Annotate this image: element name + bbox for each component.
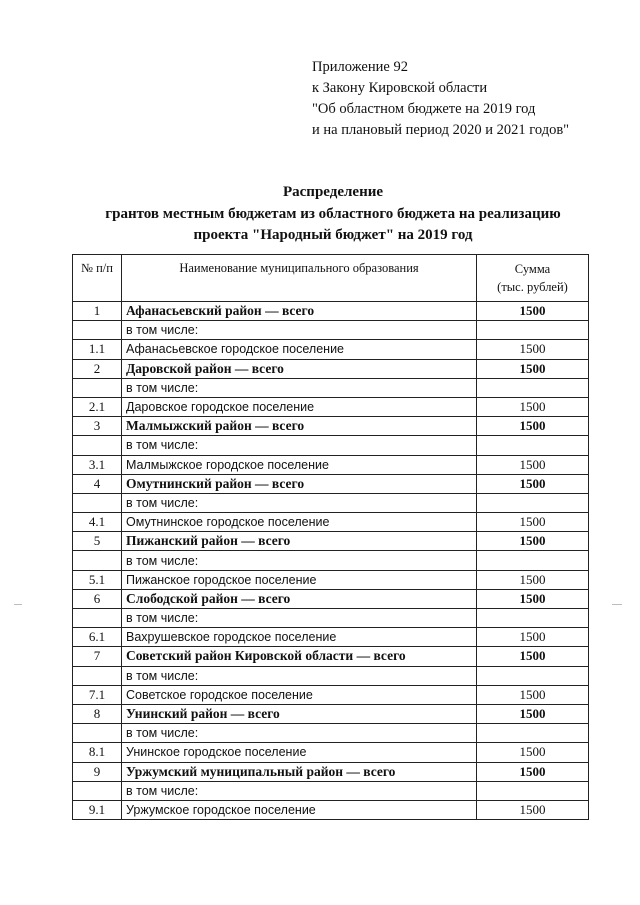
subheading-row (73, 378, 589, 397)
num-cell: 4 (73, 474, 122, 493)
name-cell: Малмыжский район — всего (122, 417, 477, 436)
name-cell: Уржумский муниципальный район — всего (122, 762, 477, 781)
num-cell: 2.1 (73, 397, 122, 416)
name-cell: Афанасьевское городское поселение (122, 340, 477, 359)
sum-cell: 1500 (477, 302, 589, 321)
appendix-note (312, 57, 569, 141)
name-cell: в том числе: (122, 724, 477, 743)
name-cell: Омутнинское городское поселение (122, 513, 477, 532)
title-line: проекта "Народный бюджет" на 2019 год (193, 227, 473, 243)
header-sum-line1: Сумма (514, 262, 551, 276)
num-cell (73, 551, 122, 570)
title-line: Распределение (282, 184, 384, 200)
sum-cell (477, 666, 589, 685)
header-sum-line2: (тыс. рублей) (497, 280, 568, 294)
num-cell (73, 321, 122, 340)
num-cell: 2 (73, 359, 122, 378)
sum-cell: 1500 (477, 570, 589, 589)
sum-cell: 1500 (477, 647, 589, 666)
document-title (0, 182, 640, 247)
appendix-line: "Об областном бюджете на 2019 год (312, 101, 536, 117)
grants-table (72, 254, 589, 820)
subheading-row (73, 724, 589, 743)
subheading-row (73, 609, 589, 628)
header-sum (477, 255, 589, 302)
district-row (73, 474, 589, 493)
num-cell: 3 (73, 417, 122, 436)
num-cell: 7.1 (73, 685, 122, 704)
num-cell (73, 724, 122, 743)
sum-cell: 1500 (477, 474, 589, 493)
name-cell: в том числе: (122, 436, 477, 455)
settlement-row (73, 743, 589, 762)
name-cell: Омутнинский район — всего (122, 474, 477, 493)
name-cell: в том числе: (122, 321, 477, 340)
name-cell: в том числе: (122, 493, 477, 512)
sum-cell (477, 321, 589, 340)
name-cell: Пижанское городское поселение (122, 570, 477, 589)
table-header-row (73, 255, 589, 302)
name-cell: Слободской район — всего (122, 589, 477, 608)
sum-cell: 1500 (477, 513, 589, 532)
sum-cell: 1500 (477, 762, 589, 781)
sum-cell: 1500 (477, 340, 589, 359)
name-cell: Вахрушевское городское поселение (122, 628, 477, 647)
settlement-row (73, 397, 589, 416)
district-row (73, 359, 589, 378)
settlement-row (73, 628, 589, 647)
sum-cell: 1500 (477, 685, 589, 704)
district-row (73, 302, 589, 321)
subheading-row (73, 781, 589, 800)
sum-cell: 1500 (477, 455, 589, 474)
district-row (73, 589, 589, 608)
subheading-row (73, 666, 589, 685)
header-num: № п/п (73, 255, 122, 302)
scan-mark (14, 604, 22, 605)
title-line: грантов местным бюджетам из областного бюджета на реализацию (105, 205, 561, 222)
num-cell (73, 781, 122, 800)
num-cell: 9.1 (73, 800, 122, 819)
appendix-line: и на плановый период 2020 и 2021 годов" (312, 122, 570, 138)
sum-cell (477, 378, 589, 397)
sum-cell (477, 493, 589, 512)
subheading-row (73, 493, 589, 512)
scan-mark (612, 604, 622, 605)
sum-cell (477, 551, 589, 570)
name-cell: Унинский район — всего (122, 704, 477, 723)
subheading-row (73, 551, 589, 570)
settlement-row (73, 340, 589, 359)
num-cell (73, 378, 122, 397)
num-cell (73, 436, 122, 455)
subheading-row (73, 321, 589, 340)
sum-cell: 1500 (477, 704, 589, 723)
district-row (73, 532, 589, 551)
name-cell: Советский район Кировской области — всего (122, 647, 477, 666)
num-cell: 7 (73, 647, 122, 666)
header-name: Наименование муниципального образования (122, 255, 477, 302)
name-cell: Уржумское городское поселение (122, 800, 477, 819)
sum-cell (477, 609, 589, 628)
num-cell: 5 (73, 532, 122, 551)
num-cell (73, 493, 122, 512)
district-row (73, 417, 589, 436)
sum-cell: 1500 (477, 359, 589, 378)
name-cell: в том числе: (122, 609, 477, 628)
sum-cell: 1500 (477, 743, 589, 762)
name-cell: Унинское городское поселение (122, 743, 477, 762)
settlement-row (73, 570, 589, 589)
sum-cell (477, 436, 589, 455)
name-cell: Малмыжское городское поселение (122, 455, 477, 474)
settlement-row (73, 685, 589, 704)
name-cell: Даровской район — всего (122, 359, 477, 378)
sum-cell (477, 781, 589, 800)
district-row (73, 704, 589, 723)
num-cell: 8 (73, 704, 122, 723)
settlement-row (73, 800, 589, 819)
name-cell: Даровское городское поселение (122, 397, 477, 416)
settlement-row (73, 455, 589, 474)
district-row (73, 647, 589, 666)
sum-cell: 1500 (477, 800, 589, 819)
num-cell: 5.1 (73, 570, 122, 589)
sum-cell: 1500 (477, 532, 589, 551)
num-cell: 9 (73, 762, 122, 781)
settlement-row (73, 513, 589, 532)
name-cell: в том числе: (122, 781, 477, 800)
sum-cell: 1500 (477, 589, 589, 608)
name-cell: в том числе: (122, 551, 477, 570)
num-cell (73, 666, 122, 685)
num-cell: 3.1 (73, 455, 122, 474)
appendix-line: к Закону Кировской области (312, 80, 488, 96)
district-row (73, 762, 589, 781)
sum-cell: 1500 (477, 628, 589, 647)
num-cell: 1.1 (73, 340, 122, 359)
num-cell: 1 (73, 302, 122, 321)
name-cell: в том числе: (122, 666, 477, 685)
subheading-row (73, 436, 589, 455)
name-cell: Пижанский район — всего (122, 532, 477, 551)
num-cell: 8.1 (73, 743, 122, 762)
num-cell: 6.1 (73, 628, 122, 647)
num-cell (73, 609, 122, 628)
name-cell: в том числе: (122, 378, 477, 397)
name-cell: Советское городское поселение (122, 685, 477, 704)
sum-cell: 1500 (477, 397, 589, 416)
sum-cell (477, 724, 589, 743)
num-cell: 6 (73, 589, 122, 608)
name-cell: Афанасьевский район — всего (122, 302, 477, 321)
sum-cell: 1500 (477, 417, 589, 436)
num-cell: 4.1 (73, 513, 122, 532)
appendix-line: Приложение 92 (312, 59, 408, 75)
